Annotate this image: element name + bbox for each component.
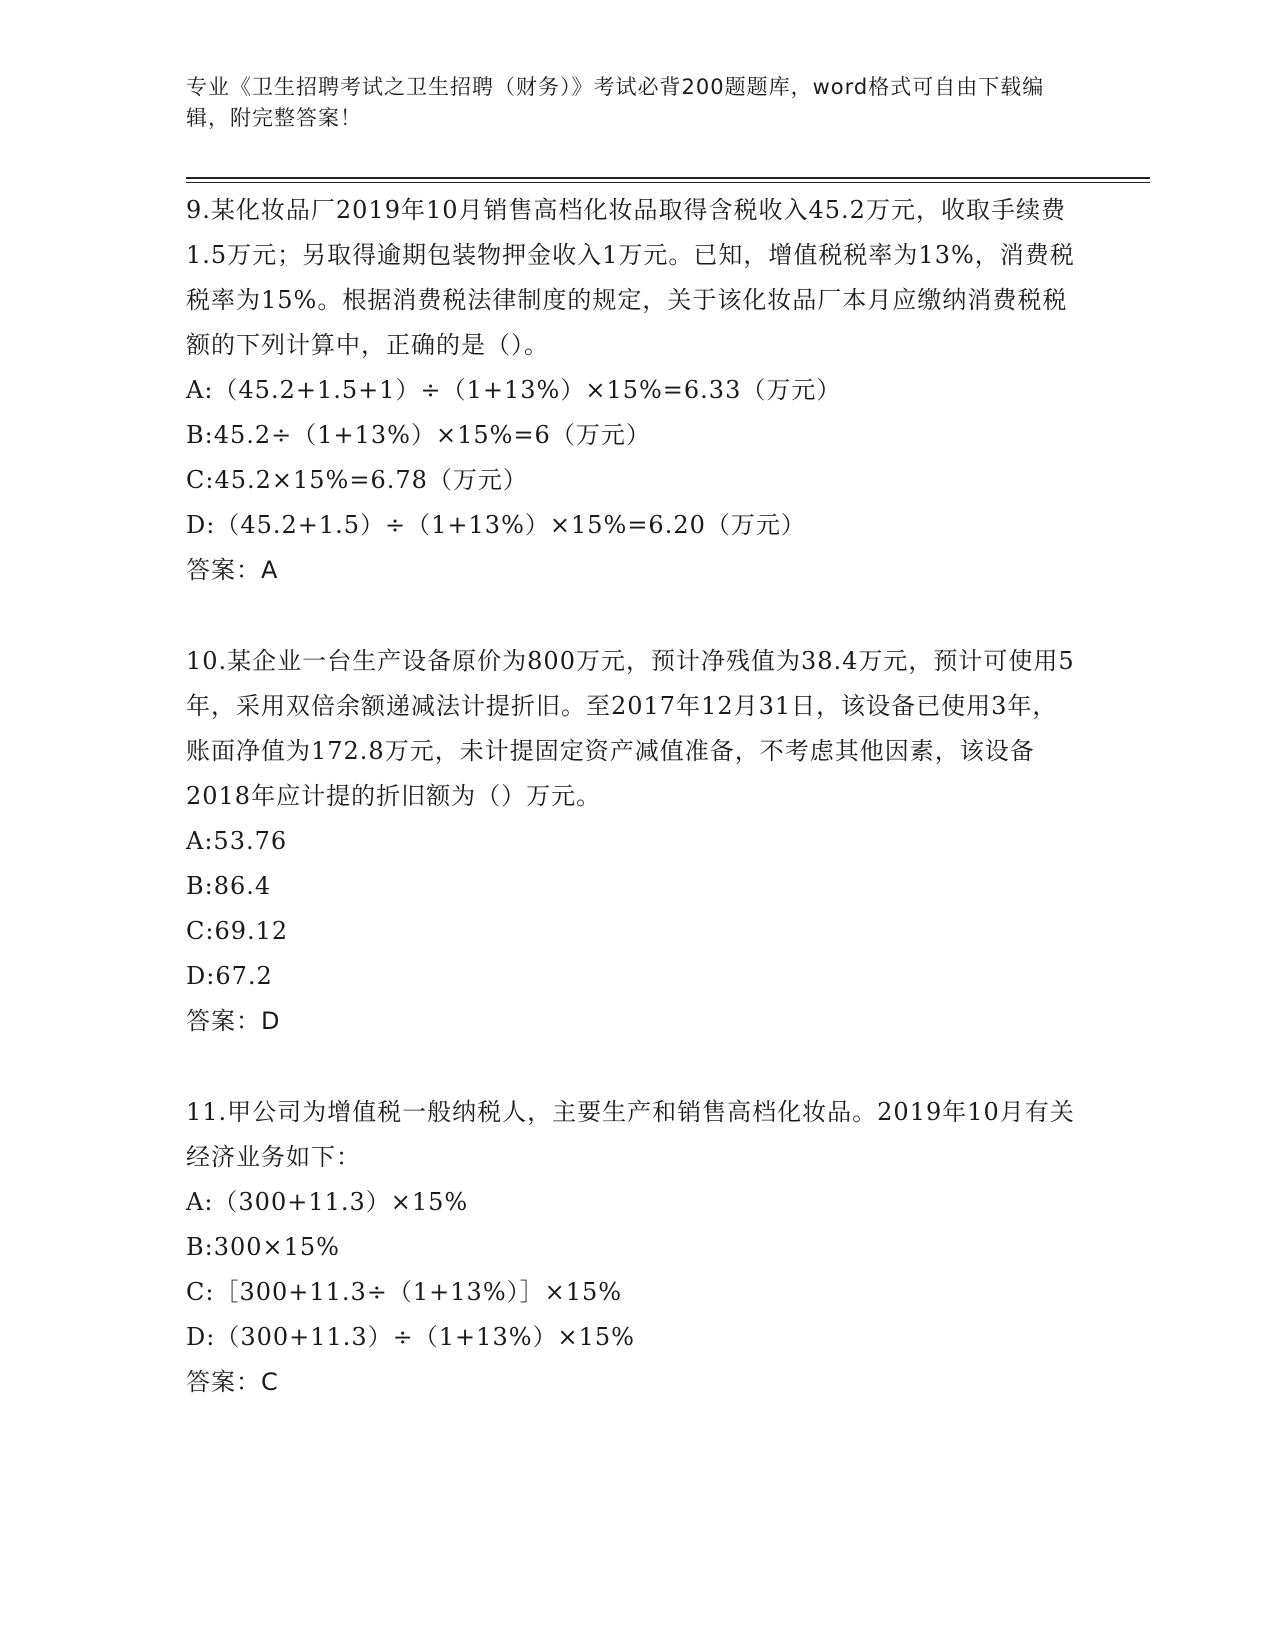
option-d: D:（45.2+1.5）÷（1+13%）×15%=6.20（万元） <box>186 511 806 539</box>
header-text: 专业《卫生招聘考试之卫生招聘（财务）》考试必背200题题库，word格式可自由下载编辑，附完整答案！ <box>186 75 1045 130</box>
option-b: B:86.4 <box>186 872 272 900</box>
option-c: C:45.2×15%=6.78（万元） <box>186 466 528 494</box>
answer-line: 答案：A <box>186 556 279 584</box>
option-d: D:67.2 <box>186 962 273 990</box>
option-c: C:［300+11.3÷（1+13%）］×15% <box>186 1278 623 1306</box>
question-text: 9.某化妆品厂2019年10月销售高档化妆品取得含税收入45.2万元，收取手续费1.5万元；另取得逾期包装物押金收入1万元。已知，增值税税率为13%，消费税税率为15%。根据消费税法律制度的规定，关于该化妆品厂本月应缴纳消费税税额的下列计算中，正确的是（）。 <box>186 196 1075 359</box>
header-rule-thin <box>186 182 1150 183</box>
header-rule-thick <box>186 177 1150 179</box>
option-b: B:300×15% <box>186 1233 340 1261</box>
option-c: C:69.12 <box>186 917 289 945</box>
question-text: 11.甲公司为增值税一般纳税人，主要生产和销售高档化妆品。2019年10月有关经济业务如下： <box>186 1098 1075 1171</box>
answer-line: 答案：D <box>186 1007 281 1035</box>
question-text: 10.某企业一台生产设备原价为800万元，预计净残值为38.4万元，预计可使用5年，采用双倍余额递减法计提折旧。至2017年12月31日，该设备已使用3年，账面净值为172.8万元，未计提固定资产减值准备，不考虑其他因素，该设备2018年应计提的折旧额为（）万元。 <box>186 647 1075 810</box>
option-b: B:45.2÷（1+13%）×15%=6（万元） <box>186 421 651 449</box>
question-list <box>186 188 1076 1451</box>
option-d: D:（300+11.3）÷（1+13%）×15% <box>186 1323 635 1351</box>
document-header <box>186 72 1066 134</box>
option-a: A:（300+11.3）×15% <box>186 1188 469 1216</box>
question-9 <box>186 188 1076 593</box>
question-11 <box>186 1090 1076 1405</box>
answer-line: 答案：C <box>186 1368 279 1396</box>
option-a: A:（45.2+1.5+1）÷（1+13%）×15%=6.33（万元） <box>186 376 842 404</box>
option-a: A:53.76 <box>186 827 288 855</box>
question-10 <box>186 639 1076 1044</box>
